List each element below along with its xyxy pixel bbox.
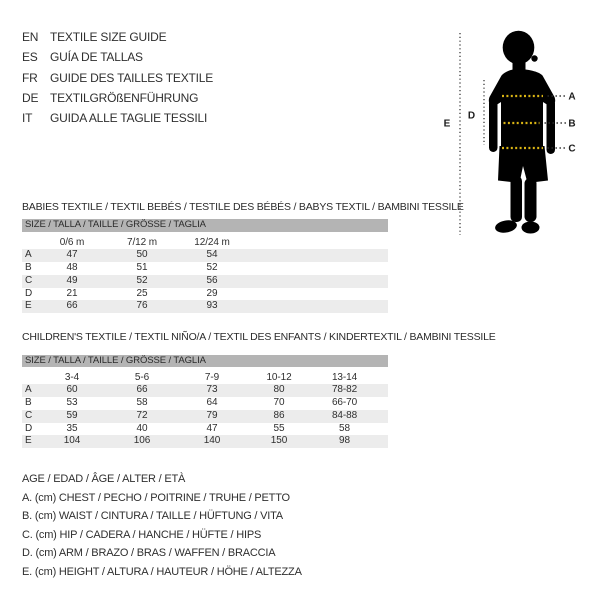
cell: 29 xyxy=(206,287,218,299)
language-row xyxy=(22,27,213,47)
language-list xyxy=(22,27,213,128)
cell: 84-88 xyxy=(331,409,358,421)
cell: 79 xyxy=(206,409,218,421)
row-label: A xyxy=(25,249,32,261)
torso-shirt xyxy=(489,69,555,148)
table-row xyxy=(22,262,388,275)
babies-section-title: BABIES TEXTILE / TEXTIL BEBÉS / TESTILE DES BÉBÉS / BABYS TEXTIL / BAMBINI TESSILE xyxy=(22,201,464,213)
cell: 21 xyxy=(66,287,78,299)
table-row xyxy=(22,288,388,301)
table-row xyxy=(22,410,388,423)
left-arm xyxy=(489,99,498,152)
legend-arm: D. (cm) ARM / BRAZO / BRAS / WAFFEN / BRACCIA xyxy=(22,547,276,560)
column-header: 12/24 m xyxy=(194,237,230,248)
legend-hip: C. (cm) HIP / CADERA / HANCHE / HÜFTE / HIPS xyxy=(22,528,262,541)
right-arm xyxy=(547,99,556,154)
cell: 59 xyxy=(66,409,78,421)
row-label: C xyxy=(25,409,33,421)
cell: 58 xyxy=(136,396,148,408)
cell: 58 xyxy=(339,422,350,434)
table-row xyxy=(22,275,388,288)
right-foot xyxy=(522,222,540,234)
row-label: D xyxy=(25,287,33,299)
label-hip: C xyxy=(568,143,576,155)
cell: 60 xyxy=(66,384,78,396)
cell: 51 xyxy=(136,261,148,273)
cell: 78-82 xyxy=(331,384,358,396)
cell: 47 xyxy=(66,249,78,261)
cell: 106 xyxy=(133,435,151,447)
language-row xyxy=(22,88,213,108)
column-header-row xyxy=(22,236,388,249)
table-row xyxy=(22,423,388,436)
language-code: ES xyxy=(22,50,38,65)
cell: 52 xyxy=(136,274,148,286)
cell: 52 xyxy=(206,261,218,273)
column-header-row xyxy=(22,371,388,384)
children-table-body xyxy=(22,384,388,448)
children-column-headers xyxy=(22,371,388,384)
table-row xyxy=(22,249,388,262)
column-header: 0/6 m xyxy=(59,237,85,248)
language-code: IT xyxy=(22,111,33,126)
table-row xyxy=(22,300,388,313)
row-label: B xyxy=(25,396,32,408)
cell: 104 xyxy=(63,435,81,447)
cell: 47 xyxy=(206,422,218,434)
cell: 35 xyxy=(66,422,78,434)
cell: 55 xyxy=(273,422,285,434)
legend-waist: B. (cm) WAIST / CINTURA / TAILLE / HÜFTUNG / VITA xyxy=(22,510,283,523)
language-label: TEXTILGRÖßENFÜHRUNG xyxy=(50,90,199,105)
row-label: E xyxy=(25,300,32,312)
language-code: DE xyxy=(22,90,39,105)
cell: 98 xyxy=(339,435,350,447)
language-label: GUIDA ALLE TAGLIE TESSILI xyxy=(50,111,208,126)
child-silhouette xyxy=(489,31,555,235)
row-label: E xyxy=(25,435,32,447)
cell: 53 xyxy=(66,396,78,408)
label-arm: D xyxy=(467,110,476,122)
ear xyxy=(531,55,537,61)
row-label: C xyxy=(25,274,33,286)
right-leg xyxy=(525,178,537,222)
row-label: A xyxy=(25,384,32,396)
language-code: EN xyxy=(22,30,39,44)
shorts xyxy=(498,146,548,183)
label-waist: B xyxy=(568,118,576,130)
cell: 40 xyxy=(136,422,148,434)
cell: 66 xyxy=(66,300,78,312)
children-size-header-bar: SIZE / TALLA / TAILLE / GRÖSSE / TAGLIA xyxy=(22,355,388,368)
table-row xyxy=(22,397,388,410)
children-section-title: CHILDREN'S TEXTILE / TEXTIL NIÑO/A / TEXTIL DES ENFANTS / KINDERTEXTIL / BAMBINI TESSILE xyxy=(22,331,496,343)
language-label: TEXTILE SIZE GUIDE xyxy=(50,30,167,44)
row-label: D xyxy=(25,422,33,434)
language-label: GUÍA DE TALLAS xyxy=(50,50,143,65)
cell: 64 xyxy=(206,396,218,408)
label-height: E xyxy=(443,118,451,130)
legend-age: AGE / EDAD / ÂGE / ALTER / ETÀ xyxy=(22,473,186,485)
left-leg xyxy=(511,176,523,222)
cell: 76 xyxy=(136,300,148,312)
column-header: 7-9 xyxy=(204,372,220,383)
cell: 80 xyxy=(273,384,285,396)
cell: 49 xyxy=(66,274,78,286)
measurement-legend xyxy=(22,470,302,582)
language-code: FR xyxy=(22,70,38,85)
cell: 70 xyxy=(273,396,285,408)
babies-size-header-bar: SIZE / TALLA / TAILLE / GRÖSSE / TAGLIA xyxy=(22,219,388,232)
column-header: 10-12 xyxy=(266,372,292,383)
column-header: 13-14 xyxy=(331,372,358,383)
cell: 86 xyxy=(273,409,285,421)
cell: 150 xyxy=(270,435,288,447)
column-header: 7/12 m xyxy=(127,237,157,248)
cell: 140 xyxy=(203,435,221,447)
babies-column-headers xyxy=(22,236,388,249)
table-row xyxy=(22,435,388,448)
cell: 48 xyxy=(66,261,78,273)
table-row xyxy=(22,384,388,397)
cell: 66 xyxy=(136,384,148,396)
cell: 25 xyxy=(136,287,148,299)
cell: 66-70 xyxy=(331,396,358,408)
legend-height: E. (cm) HEIGHT / ALTURA / HAUTEUR / HÖHE / ALTEZZA xyxy=(22,565,302,578)
row-label: B xyxy=(25,261,32,273)
cell: 73 xyxy=(206,384,218,396)
legend-chest: A. (cm) CHEST / PECHO / POITRINE / TRUHE / PETTO xyxy=(22,491,290,504)
column-header: 5-6 xyxy=(134,372,150,383)
language-row xyxy=(22,108,213,128)
babies-table-body xyxy=(22,249,388,313)
language-label: GUIDE DES TAILLES TEXTILE xyxy=(50,70,214,85)
column-header: 3-4 xyxy=(64,372,80,383)
cell: 93 xyxy=(206,300,218,312)
cell: 56 xyxy=(206,274,218,286)
label-chest: A xyxy=(568,91,576,103)
language-row xyxy=(22,47,213,67)
cell: 54 xyxy=(206,249,218,261)
cell: 72 xyxy=(136,409,148,421)
language-row xyxy=(22,68,213,88)
cell: 50 xyxy=(136,249,148,261)
